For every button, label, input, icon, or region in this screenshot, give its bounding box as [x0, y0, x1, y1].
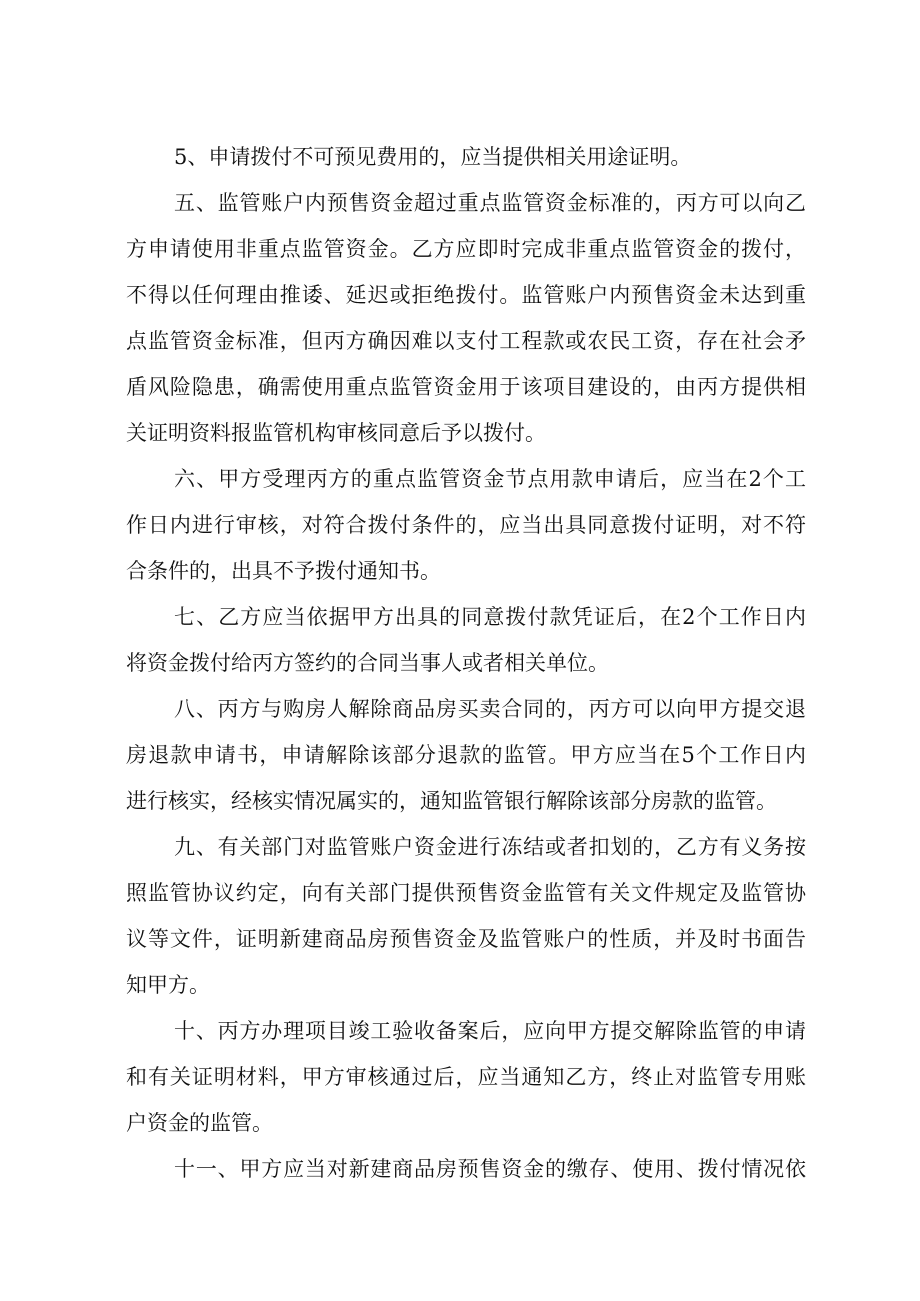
- paragraph-line: 八、丙方与购房人解除商品房买卖合同的，丙方可以向甲方提交退: [174, 697, 806, 721]
- paragraph-line: 十一、甲方应当对新建商品房预售资金的缴存、使用、拨付情况依: [174, 1157, 806, 1181]
- paragraph-line: 关证明资料报监管机构审核同意后予以拨付。: [126, 421, 546, 445]
- paragraph-line: 方申请使用非重点监管资金。乙方应即时完成非重点监管资金的拨付，: [126, 237, 806, 261]
- paragraph-line: 知甲方。: [126, 973, 210, 997]
- paragraph-line: 照监管协议约定，向有关部门提供预售资金监管有关文件规定及监管协: [126, 881, 806, 905]
- paragraph-line: 点监管资金标准，但丙方确因难以支付工程款或农民工资，存在社会矛: [126, 329, 806, 353]
- paragraph-line: 将资金拨付给丙方签约的合同当事人或者相关单位。: [126, 651, 609, 675]
- paragraph-line: 盾风险隐患，确需使用重点监管资金用于该项目建设的，由丙方提供相: [126, 375, 806, 399]
- paragraph-line: 五、监管账户内预售资金超过重点监管资金标准的，丙方可以向乙: [174, 191, 806, 215]
- paragraph-line: 作日内进行审核，对符合拨付条件的，应当出具同意拨付证明，对不符: [126, 513, 806, 537]
- paragraph-line: 七、乙方应当依据甲方出具的同意拨付款凭证后，在2个工作日内: [174, 605, 806, 629]
- paragraph-line: 议等文件，证明新建商品房预售资金及监管账户的性质，并及时书面告: [126, 927, 806, 951]
- paragraph-line: 户资金的监管。: [126, 1111, 273, 1135]
- paragraph-line: 和有关证明材料，甲方审核通过后，应当通知乙方，终止对监管专用账: [126, 1065, 806, 1089]
- paragraph-line: 十、丙方办理项目竣工验收备案后，应向甲方提交解除监管的申请: [174, 1019, 806, 1043]
- paragraph-line: 进行核实，经核实情况属实的，通知监管银行解除该部分房款的监管。: [126, 789, 777, 813]
- paragraph-line: 合条件的，出具不予拨付通知书。: [126, 559, 441, 583]
- paragraph-line: 不得以任何理由推诿、延迟或拒绝拨付。监管账户内预售资金未达到重: [126, 283, 806, 307]
- paragraph-line: 六、甲方受理丙方的重点监管资金节点用款申请后，应当在2个工: [174, 467, 806, 491]
- paragraph-line: 房退款申请书，申请解除该部分退款的监管。甲方应当在5个工作日内: [126, 743, 806, 767]
- paragraph-line: 5、申请拨付不可预见费用的，应当提供相关用途证明。: [174, 145, 692, 169]
- paragraph-line: 九、有关部门对监管账户资金进行冻结或者扣划的，乙方有义务按: [174, 835, 806, 859]
